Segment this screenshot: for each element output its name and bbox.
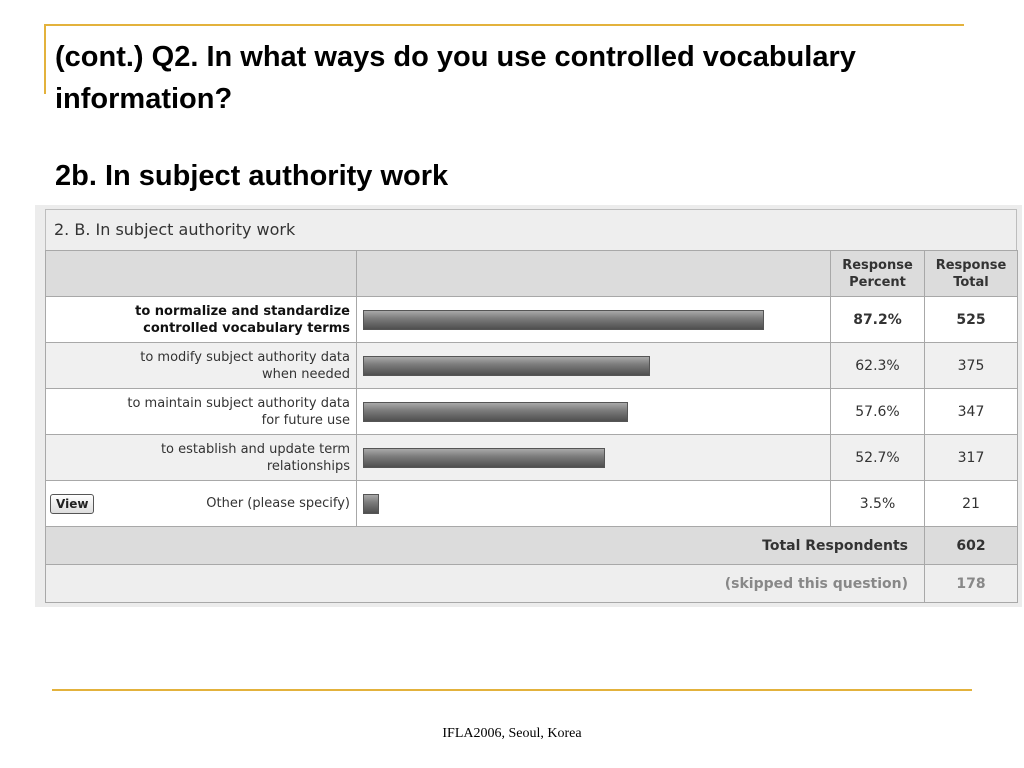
accent-left-line [44, 24, 46, 94]
table-row [46, 389, 1018, 435]
other-label-wrap [46, 494, 350, 514]
header-response-total-line2: Total [953, 274, 989, 290]
table-row-other [46, 481, 1018, 527]
header-response-total [925, 251, 1018, 297]
slide-subtitle: 2b. In subject authority work [55, 160, 449, 192]
skipped-row [46, 565, 1018, 603]
accent-top-line [44, 24, 964, 26]
answer-label-line2: controlled vocabulary terms [143, 320, 350, 336]
response-percent: 87.2% [831, 297, 925, 343]
header-response-total-line1: Response [935, 257, 1007, 273]
answer-label-line1: to maintain subject authority data [127, 395, 350, 411]
bar-track [363, 494, 823, 514]
header-empty-bar [357, 251, 831, 297]
response-bar [363, 356, 650, 376]
bar-track [363, 356, 823, 376]
answer-label [46, 343, 357, 389]
bar-track [363, 448, 823, 468]
answer-label-line1: to modify subject authority data [140, 349, 350, 365]
response-total: 317 [925, 435, 1018, 481]
other-label-cell [46, 481, 357, 527]
response-percent: 62.3% [831, 343, 925, 389]
header-response-percent-line2: Percent [849, 274, 906, 290]
table-row [46, 297, 1018, 343]
answer-label-line2: relationships [266, 458, 350, 474]
total-respondents-label: Total Respondents [46, 527, 925, 565]
header-response-percent-line1: Response [842, 257, 913, 273]
bar-track [363, 310, 823, 330]
response-total: 525 [925, 297, 1018, 343]
panel-header [45, 209, 1017, 252]
slide-title: (cont.) Q2. In what ways do you use controlled vocabulary information? [55, 41, 856, 115]
survey-results-panel [35, 205, 1022, 607]
answer-label-line2: when needed [262, 366, 350, 382]
response-percent: 52.7% [831, 435, 925, 481]
answer-label [46, 297, 357, 343]
total-respondents-value: 602 [925, 527, 1018, 565]
bar-cell [357, 343, 831, 389]
response-bar [363, 402, 628, 422]
table-row [46, 435, 1018, 481]
header-empty-label [46, 251, 357, 297]
other-label: Other (please specify) [206, 496, 350, 511]
bar-track [363, 402, 823, 422]
response-percent: 57.6% [831, 389, 925, 435]
response-total: 375 [925, 343, 1018, 389]
response-total: 347 [925, 389, 1018, 435]
answer-label-line1: to normalize and standardize [135, 303, 350, 319]
results-table [45, 250, 1018, 603]
answer-label-line1: to establish and update term [160, 441, 350, 457]
response-total: 21 [925, 481, 1018, 527]
response-bar [363, 448, 605, 468]
response-percent: 3.5% [831, 481, 925, 527]
table-row [46, 343, 1018, 389]
bar-cell [357, 389, 831, 435]
skipped-label: (skipped this question) [46, 565, 925, 603]
header-response-percent [831, 251, 925, 297]
skipped-value: 178 [925, 565, 1018, 603]
bar-cell [357, 297, 831, 343]
answer-label [46, 389, 357, 435]
view-button[interactable]: View [50, 494, 94, 514]
response-bar [363, 310, 764, 330]
table-header-row [46, 251, 1018, 297]
response-bar [363, 494, 379, 514]
footer-text: IFLA2006, Seoul, Korea [442, 726, 582, 741]
accent-bottom-line [52, 689, 972, 691]
panel-title: 2. B. In subject authority work [54, 220, 296, 239]
answer-label-line2: for future use [261, 412, 350, 428]
bar-cell [357, 481, 831, 527]
total-respondents-row [46, 527, 1018, 565]
bar-cell [357, 435, 831, 481]
answer-label [46, 435, 357, 481]
